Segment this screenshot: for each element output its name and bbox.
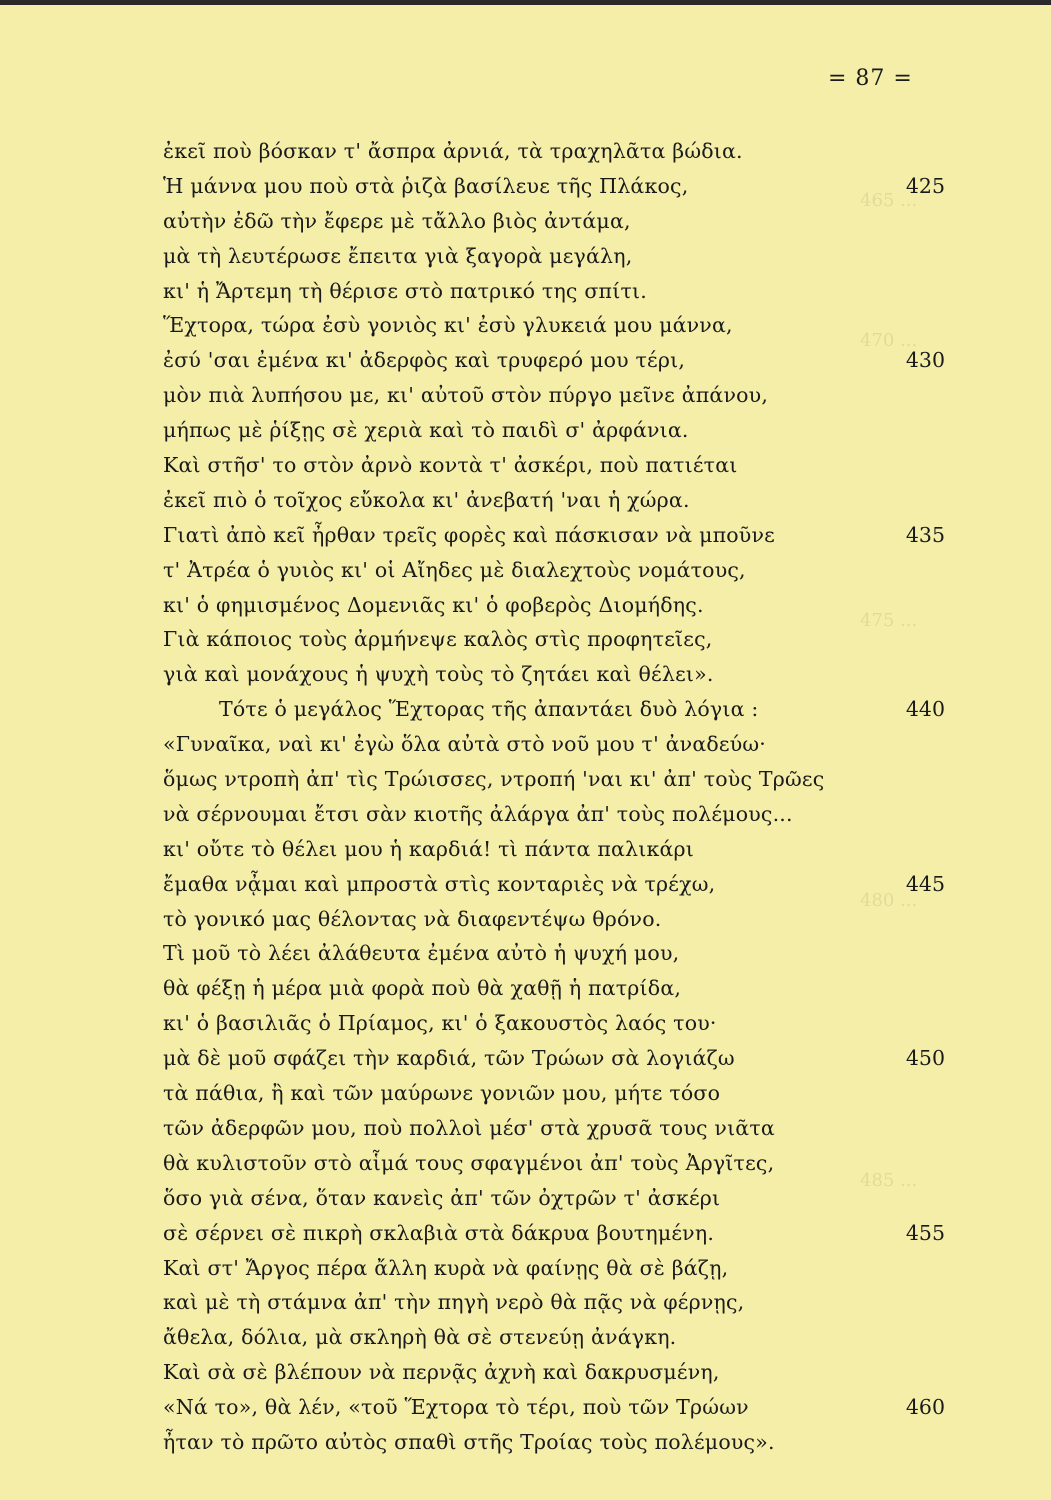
verse-line	[0, 204, 1051, 239]
verse-text: θὰ κυλιστοῦν στὸ αἷμά τους σφαγμένοι ἀπ' τοὺς Ἀργῖτες,	[163, 1150, 775, 1175]
verse-text: ἦταν τὸ πρῶτο αὐτὸς σπαθὶ στῆς Τροίας τοὺς πολέμους».	[163, 1429, 775, 1454]
line-number: 435	[905, 522, 945, 547]
verse-line	[0, 1390, 1051, 1425]
verse-text: μὰ δὲ μοῦ σφάζει τὴν καρδιά, τῶν Τρώων σὰ λογιάζω	[163, 1046, 735, 1071]
verse-text: Τὶ μοῦ τὸ λέει ἀλάθευτα ἐμένα αὐτὸ ἡ ψυχή μου,	[163, 941, 680, 966]
verse-text: νὰ σέρνουμαι ἔτσι σὰν κιοτῆς ἀλάργα ἀπ' τοὺς πολέμους...	[163, 801, 793, 826]
verse-text: Καὶ στῆσ' το στὸν ἀρνὸ κοντὰ τ' ἀσκέρι, ποὺ πατιέται	[163, 453, 738, 478]
verse-text: κι' ὁ βασιλιᾶς ὁ Πρίαμος, κι' ὁ ξακουστὸς λαός του·	[163, 1011, 717, 1036]
verse-line	[0, 692, 1051, 727]
verse-line	[0, 797, 1051, 832]
verse-line	[0, 1355, 1051, 1390]
verse-text: ὅσο γιὰ σένα, ὅταν κανεὶς ἀπ' τῶν ὀχτρῶν τ' ἀσκέρι	[163, 1185, 721, 1210]
line-number: 445	[905, 871, 945, 896]
verse-line	[0, 274, 1051, 309]
verse-text: τ' Ἀτρέα ὁ γυιὸς κι' οἱ Αἴηδες μὲ διαλεχτοὺς νομάτους,	[163, 557, 746, 582]
verse-text: μήπως μὲ ῥίξῃς σὲ χεριὰ καὶ τὸ παιδὶ σ' ἀρφάνια.	[163, 418, 689, 443]
verse-line	[0, 1320, 1051, 1355]
verse-line	[0, 1216, 1051, 1251]
verse-line	[0, 239, 1051, 274]
page-number: = 87 =	[828, 66, 913, 91]
verse-text: ἐκεῖ πιὸ ὁ τοῖχος εὔκολα κι' ἀνεβατή 'ναι ἡ χώρα.	[163, 487, 690, 512]
verse-line	[0, 413, 1051, 448]
verse-text: κι' ὁ φημισμένος Δομενιᾶς κι' ὁ φοβερὸς Διομήδης.	[163, 592, 704, 617]
verse-text: Γιὰ κάποιος τοὺς ἀρμήνεψε καλὸς στὶς προφητεῖες,	[163, 627, 713, 652]
verse-text: τὰ πάθια, ἢ καὶ τῶν μαύρωνε γονιῶν μου, μήτε τόσο	[163, 1081, 721, 1106]
verse-line	[0, 134, 1051, 169]
line-number: 450	[905, 1046, 945, 1071]
verse-line	[0, 622, 1051, 657]
verse-line	[0, 1076, 1051, 1111]
verse-line	[0, 553, 1051, 588]
verse-text: γιὰ καὶ μονάχους ἡ ψυχὴ τοὺς τὸ ζητάει καὶ θέλει».	[163, 662, 714, 687]
verse-line	[0, 1425, 1051, 1460]
verse-text: μὰ τὴ λευτέρωσε ἔπειτα γιὰ ξαγορὰ μεγάλη,	[163, 243, 633, 268]
verse-text: θὰ φέξῃ ἡ μέρα μιὰ φορὰ ποὺ θὰ χαθῇ ἡ πατρίδα,	[163, 976, 682, 1001]
verse-text: σὲ σέρνει σὲ πικρὴ σκλαβιὰ στὰ δάκρυα βουτημένη.	[163, 1220, 715, 1245]
verse-text: κι' οὔτε τὸ θέλει μου ἡ καρδιά! τὶ πάντα παλικάρι	[163, 836, 695, 861]
line-number: 455	[905, 1220, 945, 1245]
verse-text: αὐτὴν ἐδῶ τὴν ἔφερε μὲ τἄλλο βιὸς ἀντάμα,	[163, 208, 631, 233]
verse-line	[0, 657, 1051, 692]
verse-line	[0, 518, 1051, 553]
verse-text: τὸ γονικό μας θέλοντας νὰ διαφεντέψω θρόνο.	[163, 906, 662, 931]
verse-text: Ἕχτορα, τώρα ἐσὺ γονιὸς κι' ἐσὺ γλυκειά μου μάννα,	[163, 313, 733, 338]
verse-line	[0, 308, 1051, 343]
verse-line	[0, 1111, 1051, 1146]
verse-line	[0, 169, 1051, 204]
verse-text: ὅμως ντροπὴ ἀπ' τὶς Τρώισσες, ντροπή 'ναι κι' ἀπ' τοὺς Τρῶες	[163, 767, 825, 792]
verse-line	[0, 902, 1051, 937]
show-through-text: 465 ... 470 ... 475 ... 480 ... 485 ...	[860, 190, 918, 1191]
poem-text	[0, 134, 1051, 1460]
verse-text: μὸν πιὰ λυπήσου με, κι' αὐτοῦ στὸν πύργο μεῖνε ἀπάνου,	[163, 383, 769, 408]
verse-line	[0, 483, 1051, 518]
verse-line	[0, 1251, 1051, 1286]
verse-text: Τότε ὁ μεγάλος Ἕχτορας τῆς ἀπαντάει δυὸ λόγια :	[219, 697, 759, 722]
verse-text: «Νά το», θὰ λέν, «τοῦ Ἕχτορα τὸ τέρι, ποὺ τῶν Τρώων	[163, 1395, 749, 1420]
line-number: 440	[905, 697, 945, 722]
verse-line	[0, 762, 1051, 797]
verse-text: κι' ἡ Ἄρτεμη τὴ θέρισε στὸ πατρικό της σπίτι.	[163, 278, 647, 303]
verse-text: τῶν ἀδερφῶν μου, ποὺ πολλοὶ μέσ' στὰ χρυσᾶ τους νιᾶτα	[163, 1115, 775, 1140]
verse-line	[0, 936, 1051, 971]
verse-line	[0, 867, 1051, 902]
verse-line	[0, 343, 1051, 378]
verse-line	[0, 378, 1051, 413]
verse-text: ἄθελα, δόλια, μὰ σκληρὴ θὰ σὲ στενεύῃ ἀνάγκη.	[163, 1325, 677, 1350]
verse-text: ἐκεῖ ποὺ βόσκαν τ' ἄσπρα ἀρνιά, τὰ τραχηλᾶτα βώδια.	[163, 139, 743, 163]
line-number: 460	[905, 1395, 945, 1420]
verse-text: καὶ μὲ τὴ στάμνα ἀπ' τὴν πηγὴ νερὸ θὰ πᾷς νὰ φέρνῃς,	[163, 1290, 745, 1315]
verse-line	[0, 971, 1051, 1006]
verse-line	[0, 832, 1051, 867]
verse-text: Καὶ στ' Ἄργος πέρα ἄλλη κυρὰ νὰ φαίνῃς θὰ σὲ βάζῃ,	[163, 1255, 729, 1280]
verse-text: Γιατὶ ἀπὸ κεῖ ἦρθαν τρεῖς φορὲς καὶ πάσκισαν νὰ μποῦνε	[163, 522, 775, 547]
verse-text: ἔμαθα νᾆμαι καὶ μπροστὰ στὶς κονταριὲς νὰ τρέχω,	[163, 871, 716, 896]
verse-line	[0, 727, 1051, 762]
verse-line	[0, 1285, 1051, 1320]
verse-text: «Γυναῖκα, ναὶ κι' ἐγὼ ὅλα αὐτὰ στὸ νοῦ μου τ' ἀναδεύω·	[163, 732, 767, 757]
verse-text: Καὶ σὰ σὲ βλέπουν νὰ περνᾷς ἀχνὴ καὶ δακρυσμένη,	[163, 1360, 720, 1385]
verse-line	[0, 448, 1051, 483]
verse-text: ἐσύ 'σαι ἐμένα κι' ἀδερφὸς καὶ τρυφερό μου τέρι,	[163, 348, 686, 373]
verse-line	[0, 1146, 1051, 1181]
verse-line	[0, 588, 1051, 623]
verse-line	[0, 1041, 1051, 1076]
verse-line	[0, 1006, 1051, 1041]
verse-text: Ἡ μάννα μου ποὺ στὰ ῥιζὰ βασίλευε τῆς Πλάκος,	[163, 173, 689, 198]
verse-line	[0, 1181, 1051, 1216]
line-number: 430	[905, 348, 945, 373]
page-top-edge	[0, 0, 1051, 5]
line-number: 425	[905, 173, 945, 198]
